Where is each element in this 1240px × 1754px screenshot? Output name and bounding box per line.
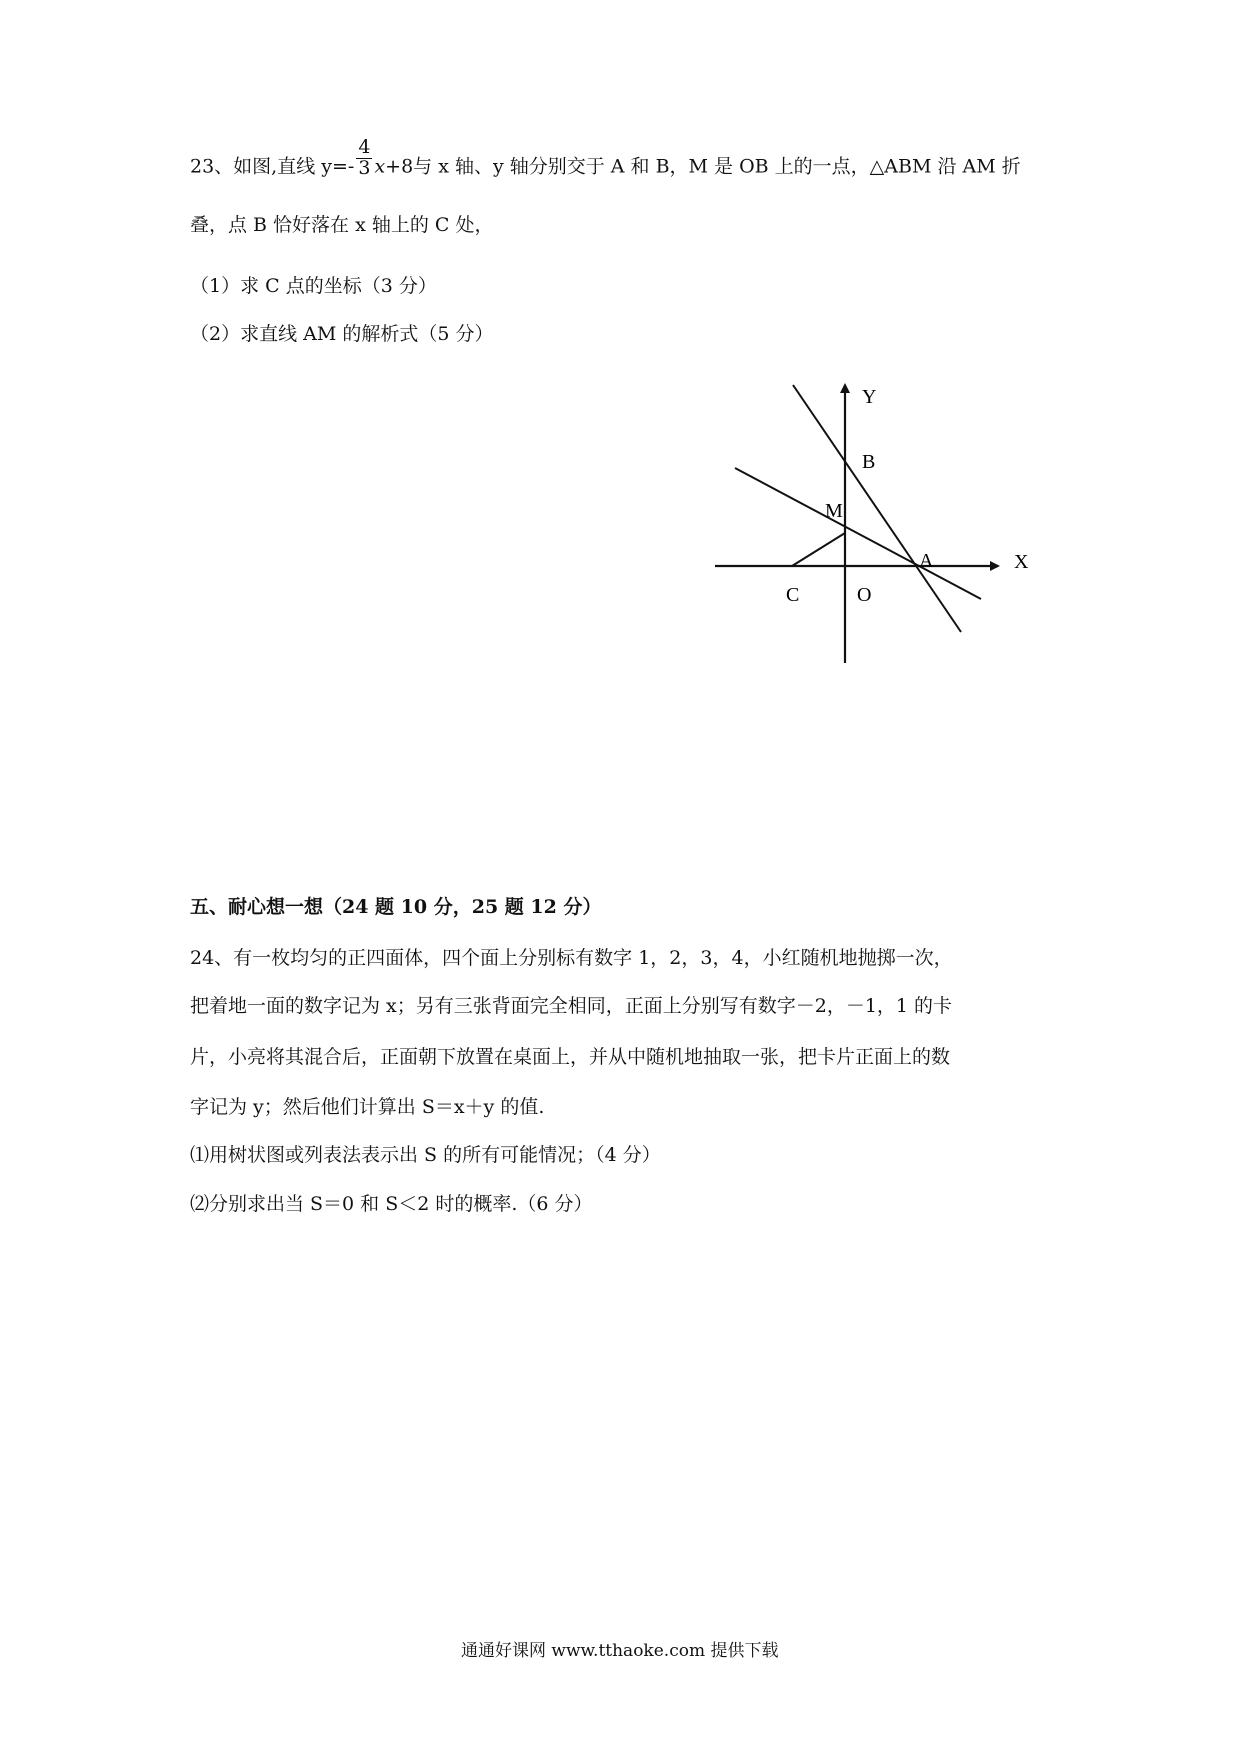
segment-cm bbox=[792, 533, 845, 566]
section5-heading: 五、耐心想一想（24 题 10 分，25 题 12 分） bbox=[190, 896, 602, 918]
q23-prefix: 23、如图,直线 y=- bbox=[190, 155, 355, 178]
q23-variable-x: x bbox=[374, 155, 386, 178]
footer-source: 通通好课网 www.tthaoke.com 提供下载 bbox=[461, 1641, 779, 1661]
label-c: C bbox=[786, 584, 800, 606]
q23-fraction-denominator: 3 bbox=[358, 156, 371, 179]
label-x: X bbox=[1014, 551, 1029, 573]
q24-part2: ⑵分别求出当 S＝0 和 S＜2 时的概率.（6 分） bbox=[190, 1193, 593, 1215]
q23-part2: （2）求直线 AM 的解析式（5 分） bbox=[190, 323, 494, 345]
q24-line4: 字记为 y；然后他们计算出 S＝x＋y 的值. bbox=[190, 1096, 545, 1118]
label-a: A bbox=[919, 550, 934, 572]
q24-line1: 24、有一枚均匀的正四面体，四个面上分别标有数字 1，2，3，4，小红随机地抛掷一次， bbox=[190, 947, 953, 969]
q23-fraction-numerator: 4 bbox=[358, 136, 371, 158]
q24-line3: 片，小亮将其混合后，正面朝下放置在桌面上，并从中随机地抽取一张，把卡片正面上的数 bbox=[190, 1046, 951, 1068]
q23-suffix: +8与 x 轴、y 轴分别交于 A 和 B，M 是 OB 上的一点，△ABM 沿 AM 折 bbox=[385, 155, 1021, 178]
line-ab bbox=[793, 385, 961, 632]
q23-part1: （1）求 C 点的坐标（3 分） bbox=[190, 275, 437, 297]
line-am bbox=[735, 468, 981, 599]
q23-statement-line2: 叠，点 B 恰好落在 x 轴上的 C 处， bbox=[190, 214, 494, 236]
label-m: M bbox=[825, 500, 843, 522]
label-o: O bbox=[857, 584, 872, 606]
q24-line2: 把着地一面的数字记为 x；另有三张背面完全相同，正面上分别写有数字－2，－1，1 的卡 bbox=[190, 995, 953, 1017]
q24-part1: ⑴用树状图或列表法表示出 S 的所有可能情况；（4 分） bbox=[190, 1144, 661, 1166]
label-b: B bbox=[862, 451, 876, 473]
label-y: Y bbox=[862, 386, 877, 408]
